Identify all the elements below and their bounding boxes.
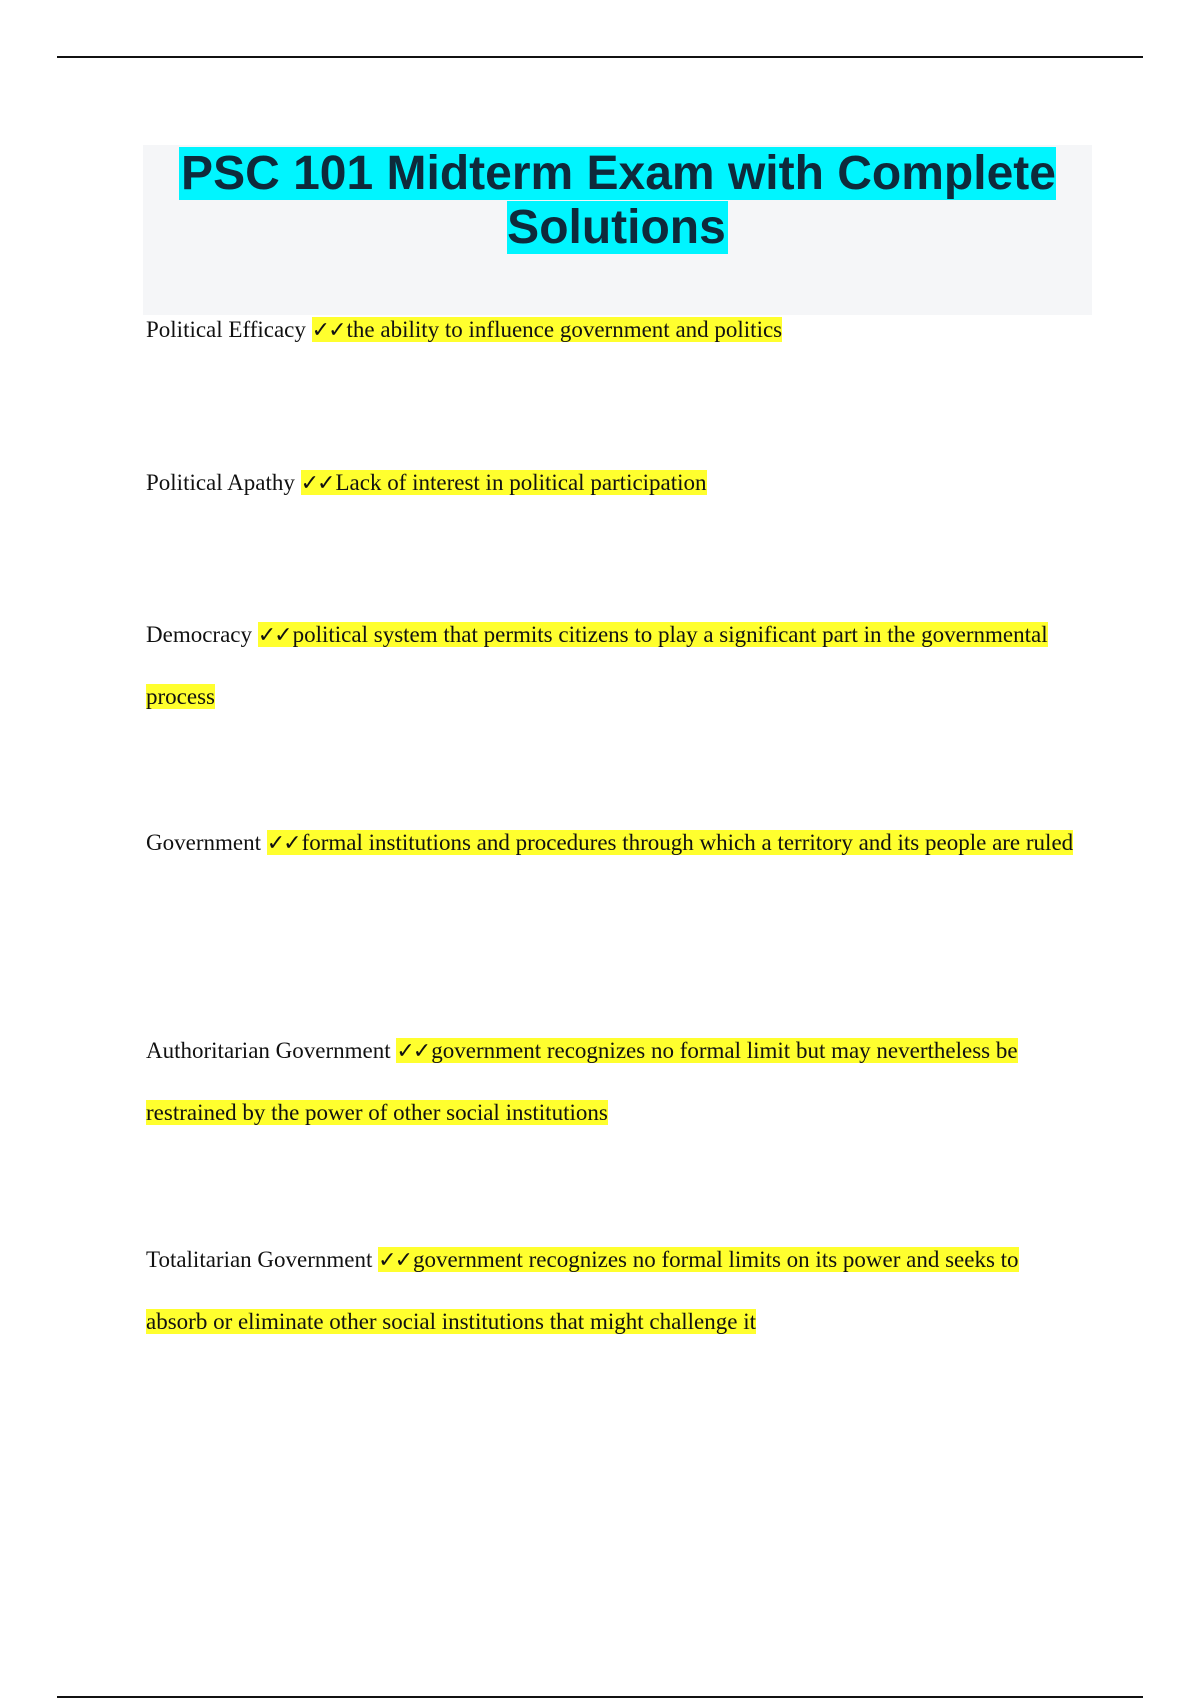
answer-highlight xyxy=(146,622,1048,709)
definition: government recognizes no formal limits on its power and seeks to absorb or eliminate other social institutions that might challenge it xyxy=(146,1247,1019,1334)
footer-rule xyxy=(57,1696,1143,1698)
definition: Lack of interest in political participation xyxy=(335,470,707,495)
page-title xyxy=(143,145,1092,255)
qa-entry-authoritarian-government xyxy=(146,1020,1076,1143)
check-icon: ✓✓ xyxy=(300,471,334,496)
term: Government xyxy=(146,830,261,855)
check-icon: ✓✓ xyxy=(378,1248,412,1273)
definition: government recognizes no formal limit but may nevertheless be restrained by the power of other social institutions xyxy=(146,1038,1018,1125)
qa-entry-government xyxy=(146,812,1076,874)
qa-entry-totalitarian-government xyxy=(146,1229,1076,1352)
term: Authoritarian Government xyxy=(146,1038,391,1063)
definition: political system that permits citizens to play a significant part in the governmental process xyxy=(146,622,1048,709)
check-icon: ✓✓ xyxy=(257,623,291,648)
header-rule xyxy=(57,56,1143,58)
title-box xyxy=(143,145,1092,315)
definition: formal institutions and procedures through which a territory and its people are ruled xyxy=(301,830,1074,855)
title-text: PSC 101 Midterm Exam with Complete Solutions xyxy=(181,147,1056,254)
check-icon: ✓✓ xyxy=(311,318,345,343)
term: Political Efficacy xyxy=(146,317,306,342)
answer-highlight xyxy=(301,470,707,495)
qa-entry-political-apathy xyxy=(146,452,1076,514)
answer-highlight xyxy=(267,830,1073,855)
qa-entry-democracy xyxy=(146,604,1076,727)
check-icon: ✓✓ xyxy=(396,1039,430,1064)
term: Political Apathy xyxy=(146,470,295,495)
definition: the ability to influence government and politics xyxy=(346,317,783,342)
term: Democracy xyxy=(146,622,252,647)
term: Totalitarian Government xyxy=(146,1247,373,1272)
answer-highlight xyxy=(312,317,782,342)
qa-entry-political-efficacy xyxy=(146,299,1076,361)
check-icon: ✓✓ xyxy=(266,831,300,856)
